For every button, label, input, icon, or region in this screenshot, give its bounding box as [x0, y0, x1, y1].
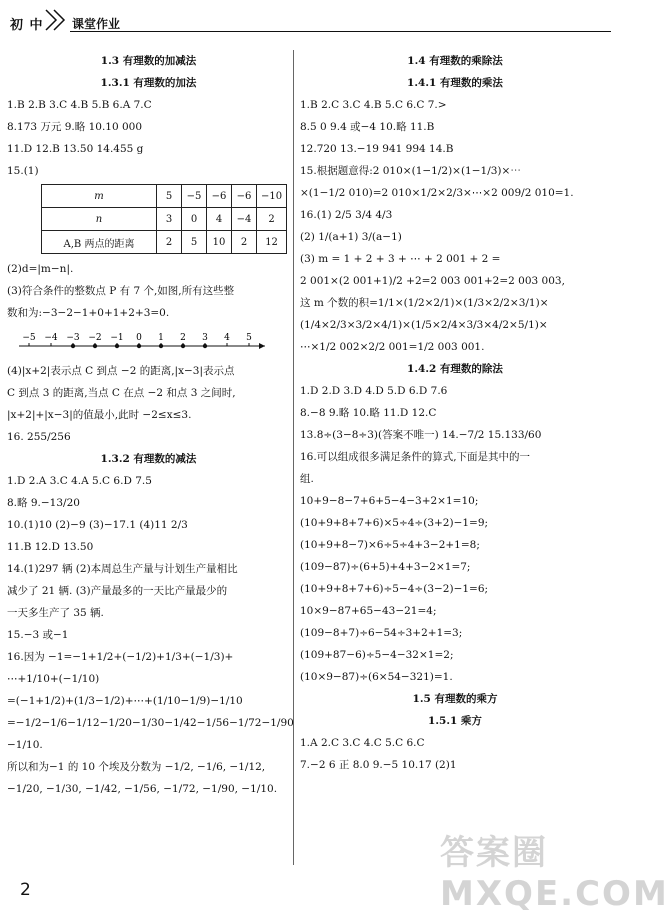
number-line-point: [71, 344, 75, 348]
answer-line: 组.: [300, 473, 314, 485]
section-title: 1.5 有理数的乘方: [412, 693, 498, 705]
answer-line: 这 m 个数的积=1/1×(1/2×2/1)×(1/3×2/2×3/1)×: [300, 297, 549, 309]
number-line-label: 2: [180, 333, 186, 343]
subsection-title: 1.5.1 乘方: [428, 715, 482, 727]
table-cell: −10: [257, 185, 287, 208]
answer-line: 8.−8 9.略 10.略 11.D 12.C: [300, 407, 437, 419]
header-rule: [70, 31, 611, 32]
number-line-point: [137, 344, 141, 348]
number-line-point: [181, 344, 185, 348]
answer-line: −1/20, −1/30, −1/42, −1/56, −1/72, −1/90, −1/10.: [7, 783, 278, 795]
table-cell: 2: [157, 231, 182, 254]
answer-line: 12.720 13.−19 941 994 14.B: [300, 143, 454, 155]
number-line-label: −5: [22, 333, 36, 343]
answer-line: 15.(1): [7, 165, 39, 177]
answer-line: (109+87−6)÷5−4−32×1=2;: [300, 649, 454, 661]
answer-line: 数和为:−3−2−1+0+1+2+3=0.: [7, 307, 170, 319]
row-header: m: [42, 185, 157, 208]
table-cell: −5: [182, 185, 207, 208]
table-cell: −6: [207, 185, 232, 208]
answer-line: =(−1+1/2)+(1/3−1/2)+⋯+(1/10−1/9)−1/10: [7, 695, 243, 707]
left-column: [7, 52, 294, 802]
table-cell: 4: [207, 208, 232, 231]
answer-line: −1/10.: [7, 739, 43, 751]
row-header: A,B 两点的距离: [42, 231, 157, 254]
answer-line: 1.B 2.B 3.C 4.B 5.B 6.A 7.C: [7, 99, 152, 111]
number-line-point: [159, 344, 163, 348]
section-title: 1.4 有理数的乘除法: [407, 55, 503, 67]
number-line-label: −4: [44, 333, 58, 343]
number-line-label: −3: [66, 333, 80, 343]
table-row: [42, 185, 287, 208]
answer-line: (10+9+8−7)×6÷5÷4+3−2+1=8;: [300, 539, 480, 551]
answer-line: 8.5 0 9.4 或−4 10.略 11.B: [300, 121, 435, 133]
answer-line: 1.D 2.D 3.D 4.D 5.D 6.D 7.6: [300, 385, 448, 397]
subsection-title: 1.4.1 有理数的乘法: [407, 77, 503, 89]
table-row: [42, 208, 287, 231]
number-line-point: [115, 344, 119, 348]
number-line-diagram: [17, 328, 277, 354]
answer-line: |x+2|+|x−3|的值最小,此时 −2≤x≤3.: [7, 409, 192, 421]
answer-line: 10+9−8−7+6+5−4−3+2×1=10;: [300, 495, 479, 507]
answer-line: 1.A 2.C 3.C 4.C 5.C 6.C: [300, 737, 425, 749]
table-cell: 12: [257, 231, 287, 254]
answer-line: 减少了 21 辆. (3)产量最多的一天比产量最少的: [7, 585, 228, 597]
number-line-label: 1: [158, 333, 164, 343]
number-line-point: [203, 344, 207, 348]
answer-line: ⋯+1/10+(−1/10): [7, 673, 100, 685]
number-line-label: 4: [224, 333, 230, 343]
subsection-title: 1.3.2 有理数的减法: [100, 453, 197, 465]
answer-line: 1.B 2.C 3.C 4.B 5.C 6.C 7.>: [300, 99, 447, 111]
table-cell: 2: [232, 231, 257, 254]
table-cell: 0: [182, 208, 207, 231]
answer-line: 2 001×(2 001+1)/2 +2=2 003 001+2=2 003 003,: [300, 275, 565, 287]
answer-line: (4)|x+2|表示点 C 到点 −2 的距离,|x−3|表示点: [7, 365, 235, 377]
table-cell: 5: [157, 185, 182, 208]
watermark: 答案圈 MXQE.COM: [440, 833, 669, 914]
answer-line: 16. 255/256: [7, 431, 71, 443]
right-column: [300, 52, 610, 778]
answer-line: 16.可以组成很多满足条件的算式,下面是其中的一: [300, 451, 531, 463]
table-cell: 3: [157, 208, 182, 231]
answer-line: 8.173 万元 9.略 10.10 000: [7, 121, 143, 133]
table-cell: 5: [182, 231, 207, 254]
answer-line: 7.−2 6 正 8.0 9.−5 10.17 (2)1: [300, 759, 457, 771]
answer-line: 15.根据题意得:2 010×(1−1/2)×(1−1/3)×⋯: [300, 165, 521, 177]
subsection-title: 1.3.1 有理数的加法: [100, 77, 197, 89]
answer-line: (10×9−87)÷(6×54−321)=1.: [300, 671, 453, 683]
row-header: n: [42, 208, 157, 231]
answer-line: 一天多生产了 35 辆.: [7, 607, 104, 619]
table-cell: 10: [207, 231, 232, 254]
page-header: [0, 0, 623, 40]
answer-line: 所以和为−1 的 10 个埃及分数为 −1/2, −1/6, −1/12,: [7, 761, 266, 773]
answer-line: (109−8+7)÷6−54÷3+2+1=3;: [300, 627, 463, 639]
answer-line: 13.8÷(3−8÷3)(答案不唯一) 14.−7/2 15.133/60: [300, 429, 542, 441]
answer-line: 1.D 2.A 3.C 4.A 5.C 6.D 7.5: [7, 475, 152, 487]
answer-line: 15.−3 或−1: [7, 629, 69, 641]
answer-line: (10+9+8+7+6)÷5−4÷(3−2)−1=6;: [300, 583, 489, 595]
table-cell: 2: [257, 208, 287, 231]
answer-line: (3) m = 1 + 2 + 3 + ⋯ + 2 001 + 2 =: [300, 253, 501, 265]
number-line-label: −2: [88, 333, 102, 343]
answer-line: (109−87)÷(6+5)+4+3−2×1=7;: [300, 561, 471, 573]
series-label: 初 中: [10, 18, 44, 33]
answer-line: =−1/2−1/6−1/12−1/20−1/30−1/42−1/56−1/72−1/90: [7, 717, 294, 729]
book-title: 课堂作业: [72, 17, 121, 31]
arrow-right-icon: [259, 343, 265, 349]
column-divider: [293, 50, 294, 865]
answer-line: 10.(1)10 (2)−9 (3)−17.1 (4)11 2/3: [7, 519, 188, 531]
table-cell: −4: [232, 208, 257, 231]
number-line-label: 5: [246, 333, 252, 343]
answer-line: ×(1−1/2 010)=2 010×1/2×2/3×⋯×2 009/2 010=1.: [300, 187, 574, 199]
answer-line: (10+9+8+7+6)×5÷4÷(3+2)−1=9;: [300, 517, 489, 529]
table-cell: −6: [232, 185, 257, 208]
page-number: 2: [20, 880, 31, 900]
answer-line: 11.B 12.D 13.50: [7, 541, 94, 553]
number-line-label: −1: [110, 333, 124, 343]
answer-line: 16.因为 −1=−1+1/2+(−1/2)+1/3+(−1/3)+: [7, 651, 234, 663]
answer-line: 16.(1) 2/5 3/4 4/3: [300, 209, 393, 221]
section-title: 1.3 有理数的加减法: [100, 55, 197, 67]
number-line-label: 3: [202, 333, 208, 343]
answer-line: (1/4×2/3×3/2×4/1)×(1/5×2/4×3/3×4/2×5/1)×: [300, 319, 548, 331]
answer-line: 8.略 9.−13/20: [7, 497, 80, 509]
answer-line: 11.D 12.B 13.50 14.455 g: [7, 143, 144, 155]
number-line-point: [93, 344, 97, 348]
answer-line: (2) 1/(a+1) 3/(a−1): [300, 231, 402, 243]
subsection-title: 1.4.2 有理数的除法: [407, 363, 503, 375]
number-line-label: 0: [136, 333, 142, 343]
answer-line: 10×9−87+65−43−21=4;: [300, 605, 437, 617]
distance-table: [41, 184, 287, 254]
answer-line: (2)d=|m−n|.: [7, 263, 74, 275]
answer-line: (3)符合条件的整数点 P 有 7 个,如图,所有这些整: [7, 285, 235, 297]
answer-line: ⋯×1/2 002×2/2 001=1/2 003 001.: [300, 341, 485, 353]
table-row: [42, 231, 287, 254]
chevron-arrows-icon: [44, 8, 70, 32]
answer-line: 14.(1)297 辆 (2)本周总生产量与计划生产量相比: [7, 563, 238, 575]
answer-line: C 到点 3 的距离,当点 C 在点 −2 和点 3 之间时,: [7, 387, 236, 399]
